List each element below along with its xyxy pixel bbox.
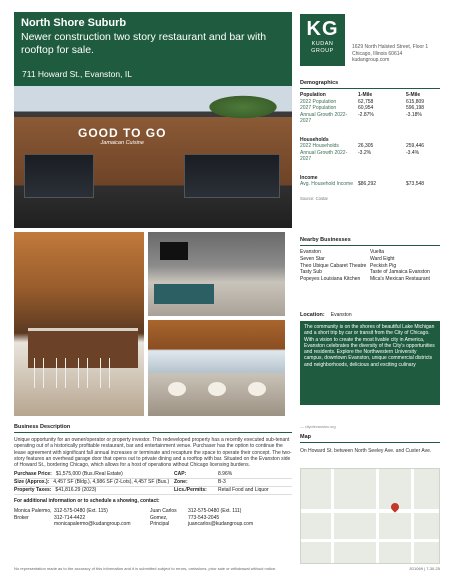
fact-secondary — [174, 487, 269, 494]
map-heading: Map — [300, 434, 311, 440]
fact-value: B-3 — [218, 479, 226, 486]
table-cell: -3.4% — [406, 149, 420, 156]
kudan-group-logo — [300, 14, 345, 66]
bar-stool — [56, 358, 66, 388]
property-address: 711 Howard St., Evanston, IL — [14, 64, 292, 86]
map-section — [300, 434, 440, 564]
demographics-heading: Demographics — [300, 80, 339, 86]
nearby-businesses-section — [300, 237, 440, 283]
contact-name: Juan Carlos — [150, 508, 177, 515]
brand-address-1: 1629 North Halsted Street, Floor 1 — [352, 44, 429, 50]
nearby-list — [300, 249, 440, 283]
demographics-source: Source: Costar — [300, 195, 328, 201]
footer — [14, 566, 440, 571]
table-row — [300, 112, 440, 125]
map-road — [331, 469, 334, 564]
disclaimer: No representation made as to the accuracy of this information and it is submitted subject to errors, omissions, prior sale or withdrawal without notice. — [14, 566, 277, 571]
business-text: Unique opportunity for an owner/operator or property investor. This redeveloped property has a recently executed sub-tenant operating out of a historically profitable restaurant, bar and entertainment venue. Purchaser has the option to continue the lease agreement with significant fall annual increases or terminate and recapture the space to operate their concept. The two-story features an overhead garage door that opens out to private dining and a rooftop with bar. Situated on the Evanston side of Howard St., bordering Chicago, which allows for a host of operations without Chicago licensing burdens. — [14, 437, 292, 469]
list-item: Seven Star — [300, 255, 325, 262]
fact-key: Lics./Permits: — [174, 487, 207, 494]
table-cell: 2027 Population — [300, 105, 337, 111]
table-cell: Annual Growth 2022-2027 — [300, 149, 348, 162]
contact-name: Monica Palermo, — [14, 508, 52, 515]
bar-interior-photo — [14, 232, 144, 416]
divider — [14, 432, 292, 433]
fact-primary — [14, 471, 174, 478]
fact-key: Property Taxes: — [14, 487, 52, 494]
contact-phone[interactable]: 312-714-4422 — [54, 514, 86, 521]
map-description: On Howard St. between North Seeley Ave. and Custer Ave. — [300, 448, 432, 454]
contact-phone[interactable]: 312-575-0480 (Ext. 115) — [54, 508, 108, 515]
fact-value: $41,816.29 (2023) — [55, 487, 97, 494]
further-info: For additional information or to schedule a showing, contact: — [14, 498, 160, 505]
garage-door-window — [184, 154, 280, 198]
fact-value: $1,575,000 (Bus./Real Estate) — [55, 471, 123, 478]
contact-email[interactable]: monicapalermo@kudangroup.com — [54, 521, 131, 528]
list-item: Theo Ubique Cabaret Theatre — [300, 262, 367, 269]
contacts — [14, 508, 292, 527]
patio-table — [208, 382, 226, 396]
brand-address-2: Chicago, Illinois 60614 — [352, 50, 403, 57]
page-title: North Shore Suburb — [21, 17, 127, 29]
list-item: Ward Eight — [370, 255, 395, 262]
households-label: Households — [300, 136, 329, 143]
table-cell: 596,198 — [406, 105, 425, 111]
location-value: Evanston — [330, 312, 352, 318]
table-cell: $86,292 — [358, 181, 377, 187]
contact-1-name — [14, 508, 54, 527]
population-label: Population — [300, 92, 326, 98]
fact-value: 8.96% — [218, 471, 233, 478]
storefront-photo — [14, 86, 292, 228]
fact-key: Zone: — [174, 479, 188, 486]
sign-sub-text: Jamaican Cuisine — [100, 140, 144, 146]
television — [160, 242, 188, 260]
contact-2-name — [150, 508, 188, 527]
location-map[interactable] — [300, 468, 440, 564]
fact-key: CAP: — [174, 471, 187, 478]
business-description-section — [14, 424, 292, 527]
business-heading: Business Description — [14, 424, 71, 430]
table-cell: 2022 Households — [300, 143, 339, 149]
table-cell: -2.87% — [358, 111, 374, 118]
list-item: Evanston — [300, 249, 321, 255]
contact-phone[interactable]: 312-575-0480 (Ext. 111) — [188, 508, 242, 515]
window — [24, 154, 94, 198]
location-line — [300, 312, 440, 318]
document-code: JG1069 | 7-30-25 — [408, 566, 440, 571]
fact-key: Size (Approx.): — [14, 479, 50, 486]
list-item: Taste of Jamaica Evanston — [370, 269, 430, 276]
fact-primary — [14, 487, 174, 494]
fact-value: 4,457 SF (Bldg.), 4,986 SF (2-Lots), 4,457 SF (Bus.) — [53, 479, 170, 486]
property-facts — [14, 471, 292, 495]
contact-role: Gomez, — [150, 514, 168, 521]
demographics-section — [300, 80, 440, 201]
location-section — [300, 312, 440, 405]
list-item: Popeyes Louisiana Kitchen — [300, 276, 361, 283]
source-watermark: — cityofevanston.org — [300, 425, 336, 429]
patio-table — [168, 382, 186, 396]
list-item: Tasty Sub — [300, 269, 322, 276]
table-cell: 2022 Population — [300, 98, 337, 105]
income-label: Income — [300, 174, 318, 181]
map-road — [376, 469, 379, 564]
contact-role: Broker — [14, 514, 29, 521]
table-cell: 615,809 — [406, 98, 425, 105]
table-cell: 26,305 — [358, 143, 374, 149]
bar-stool — [34, 358, 44, 388]
bar-stool — [100, 358, 110, 388]
rooftop-photo — [148, 320, 285, 416]
rooftop-plants — [204, 94, 282, 120]
divider — [300, 245, 440, 246]
fact-secondary — [174, 471, 232, 478]
table-cell: 60,954 — [358, 105, 374, 111]
fact-secondary — [174, 479, 226, 486]
contact-2-details — [188, 508, 284, 527]
col-1-mile: 1-Mile — [358, 92, 373, 98]
bar-stool — [78, 358, 88, 388]
location-description: The community is on the shores of beautiful Lake Michigan and a short trip by car or transit from the City of Chicago. With a vision to create the most livable city in America, Evanston celebrates the diversity of the City's opportunities and residents. Explore the Northwestern University campus, downtown Evanston, unique commercial districts and neighborhoods, delicious and exciting culinary — [300, 321, 440, 405]
map-road — [301, 509, 440, 513]
col-5-mile: 5-Mile — [406, 92, 421, 98]
contact-phone[interactable]: 773-543-2045 — [188, 514, 220, 521]
table-cell: 259,446 — [406, 143, 425, 149]
contact-title: Principal — [150, 521, 170, 528]
table-row — [300, 150, 440, 163]
map-road — [411, 469, 414, 564]
booth-seating — [154, 284, 214, 304]
table-cell: $73,548 — [406, 181, 425, 187]
dining-room-photo — [148, 232, 285, 316]
table-cell: -3.18% — [406, 111, 422, 118]
nearby-heading: Nearby Businesses — [300, 237, 351, 243]
map-road — [301, 539, 440, 542]
logo-line-2: GROUP — [311, 48, 334, 54]
location-label: Location: — [300, 312, 325, 318]
fact-row — [14, 487, 292, 495]
fact-row — [14, 479, 292, 487]
brand-contact — [352, 44, 428, 64]
table-cell: Avg. Household Income — [300, 181, 353, 187]
fact-value: Retail Food and Liquor — [218, 487, 269, 494]
table-cell: 62,758 — [358, 98, 374, 105]
restaurant-sign — [78, 126, 166, 146]
contact-email[interactable]: juancarlos@kudangroup.com — [188, 521, 254, 528]
list-item: Vuelta — [370, 249, 384, 255]
divider — [300, 442, 440, 443]
page-subtitle: Newer construction two story restaurant and bar with rooftop for sale. — [21, 31, 267, 56]
logo-line-1: KUDAN — [311, 41, 334, 47]
fact-primary — [14, 479, 174, 486]
table-cell: Annual Growth 2022-2027 — [300, 111, 348, 124]
divider — [300, 88, 440, 89]
list-item: Peckish Pig — [370, 262, 397, 269]
brand-site: kudangroup.com — [352, 57, 390, 63]
logo-monogram: KG — [306, 18, 339, 40]
table-row — [300, 181, 440, 188]
sign-main-text: GOOD TO GO — [78, 126, 167, 140]
fact-row — [14, 471, 292, 479]
list-item: Mica's Mexican Restaurant — [370, 276, 430, 283]
fact-key: Purchase Price: — [14, 471, 52, 478]
contact-1-details — [54, 508, 150, 527]
patio-table — [248, 382, 266, 396]
table-cell: -3.2% — [358, 149, 372, 156]
